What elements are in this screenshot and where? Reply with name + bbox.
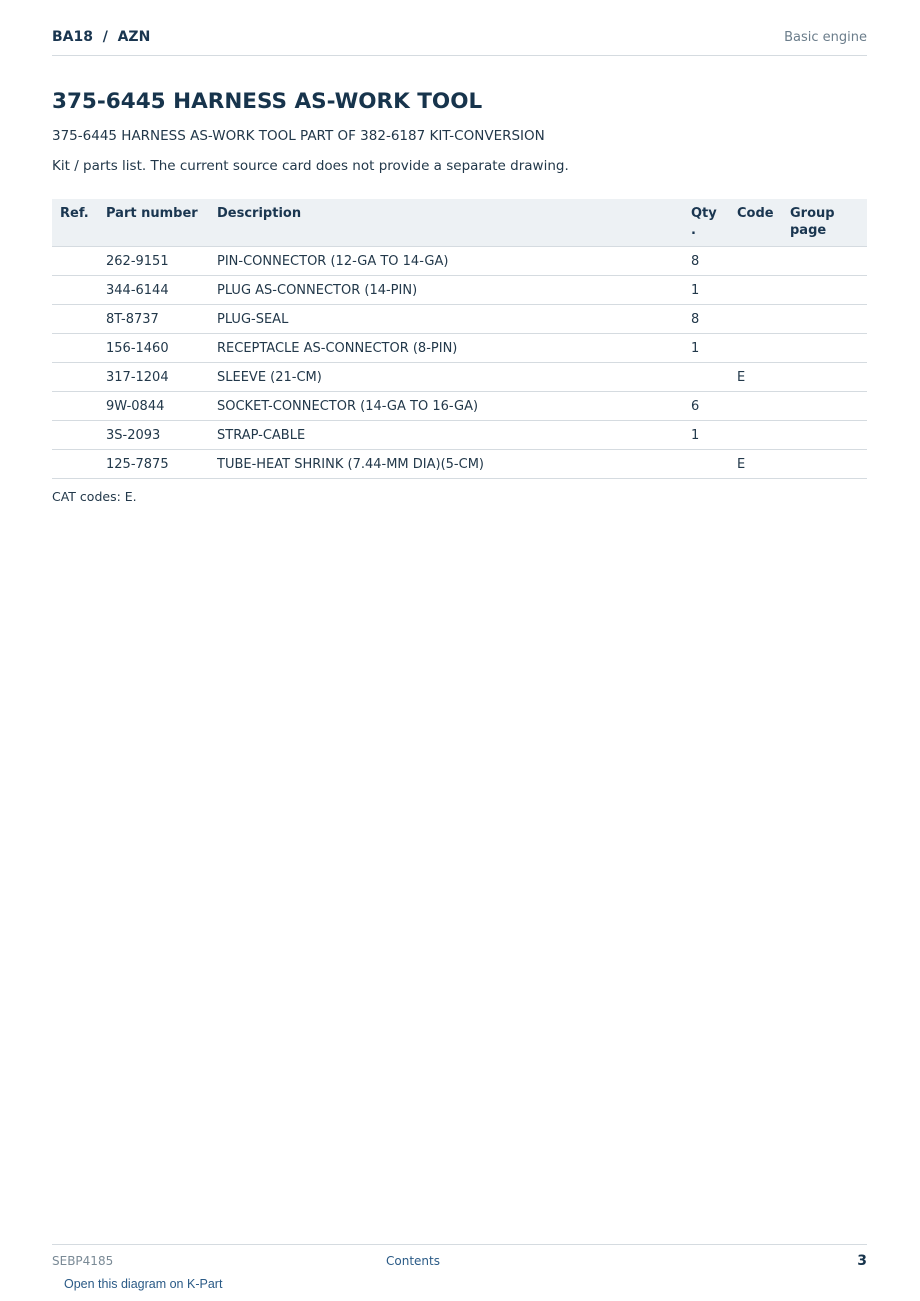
- cell-qty: 1: [691, 421, 737, 450]
- cell-code: [737, 334, 790, 363]
- cell-group-page: [790, 450, 867, 479]
- cell-part-number: 125-7875: [106, 450, 217, 479]
- cell-ref: [52, 334, 106, 363]
- column-header-part-number: Part number: [106, 199, 217, 247]
- cell-description: TUBE-HEAT SHRINK (7.44-MM DIA)(5-CM): [217, 450, 691, 479]
- breadcrumb: BA18 / AZN: [52, 29, 151, 45]
- cell-group-page: [790, 247, 867, 276]
- cell-code: [737, 305, 790, 334]
- cell-qty: [691, 363, 737, 392]
- cell-ref: [52, 392, 106, 421]
- table-row: [52, 392, 867, 421]
- page-footer: [52, 1244, 867, 1301]
- table-row: [52, 450, 867, 479]
- cell-group-page: [790, 305, 867, 334]
- page-subtitle: 375-6445 HARNESS AS-WORK TOOL PART OF 382-6187 KIT-CONVERSION: [52, 128, 545, 144]
- table-row: [52, 363, 867, 392]
- group-header-line1: Group: [790, 206, 835, 221]
- table-header-row: [52, 199, 867, 247]
- table-row: [52, 247, 867, 276]
- cell-part-number: 9W-0844: [106, 392, 217, 421]
- cell-code: [737, 276, 790, 305]
- cell-code: [737, 421, 790, 450]
- qty-header-line2: .: [691, 223, 696, 238]
- column-header-group-page: [790, 199, 867, 247]
- cell-qty: 1: [691, 334, 737, 363]
- document-id: SEBP4185: [52, 1254, 114, 1268]
- cell-ref: [52, 450, 106, 479]
- cell-part-number: 8T-8737: [106, 305, 217, 334]
- cell-description: PLUG-SEAL: [217, 305, 691, 334]
- cell-ref: [52, 305, 106, 334]
- cell-qty: 8: [691, 247, 737, 276]
- page-header: [52, 28, 867, 56]
- cell-group-page: [790, 421, 867, 450]
- table-row: [52, 334, 867, 363]
- cell-code: [737, 247, 790, 276]
- cell-description: STRAP-CABLE: [217, 421, 691, 450]
- parts-table: [52, 199, 867, 479]
- document-page: [52, 0, 867, 1300]
- open-in-kpart-link[interactable]: Open this diagram on K-Part: [64, 1277, 223, 1291]
- cell-group-page: [790, 334, 867, 363]
- column-header-code: Code: [737, 199, 790, 247]
- qty-header-line1: Qty: [691, 206, 717, 221]
- cell-description: SLEEVE (21-CM): [217, 363, 691, 392]
- cell-description: RECEPTACLE AS-CONNECTOR (8-PIN): [217, 334, 691, 363]
- cell-ref: [52, 247, 106, 276]
- cell-group-page: [790, 392, 867, 421]
- cell-group-page: [790, 276, 867, 305]
- contents-link[interactable]: Contents: [386, 1254, 440, 1268]
- cell-part-number: 262-9151: [106, 247, 217, 276]
- parts-table-body: [52, 247, 867, 479]
- cell-qty: 6: [691, 392, 737, 421]
- cell-part-number: 317-1204: [106, 363, 217, 392]
- cell-qty: [691, 450, 737, 479]
- cell-part-number: 344-6144: [106, 276, 217, 305]
- cell-part-number: 3S-2093: [106, 421, 217, 450]
- group-header-line2: page: [790, 223, 827, 238]
- source-note: Kit / parts list. The current source card does not provide a separate drawing.: [52, 158, 569, 174]
- section-name: Basic engine: [784, 30, 867, 45]
- page-number: 3: [857, 1253, 867, 1269]
- cell-ref: [52, 276, 106, 305]
- cell-qty: 8: [691, 305, 737, 334]
- cell-qty: 1: [691, 276, 737, 305]
- column-header-ref: Ref.: [52, 199, 106, 247]
- page-title: 375-6445 HARNESS AS-WORK TOOL: [52, 89, 483, 114]
- table-row: [52, 305, 867, 334]
- cat-codes-note: CAT codes: E.: [52, 489, 137, 504]
- cell-ref: [52, 421, 106, 450]
- table-row: [52, 421, 867, 450]
- cell-code: [737, 392, 790, 421]
- cell-description: SOCKET-CONNECTOR (14-GA TO 16-GA): [217, 392, 691, 421]
- cell-ref: [52, 363, 106, 392]
- column-header-qty: [691, 199, 737, 247]
- cell-description: PIN-CONNECTOR (12-GA TO 14-GA): [217, 247, 691, 276]
- table-row: [52, 276, 867, 305]
- cell-description: PLUG AS-CONNECTOR (14-PIN): [217, 276, 691, 305]
- cell-code: E: [737, 450, 790, 479]
- cell-part-number: 156-1460: [106, 334, 217, 363]
- cell-group-page: [790, 363, 867, 392]
- cell-code: E: [737, 363, 790, 392]
- column-header-description: Description: [217, 199, 691, 247]
